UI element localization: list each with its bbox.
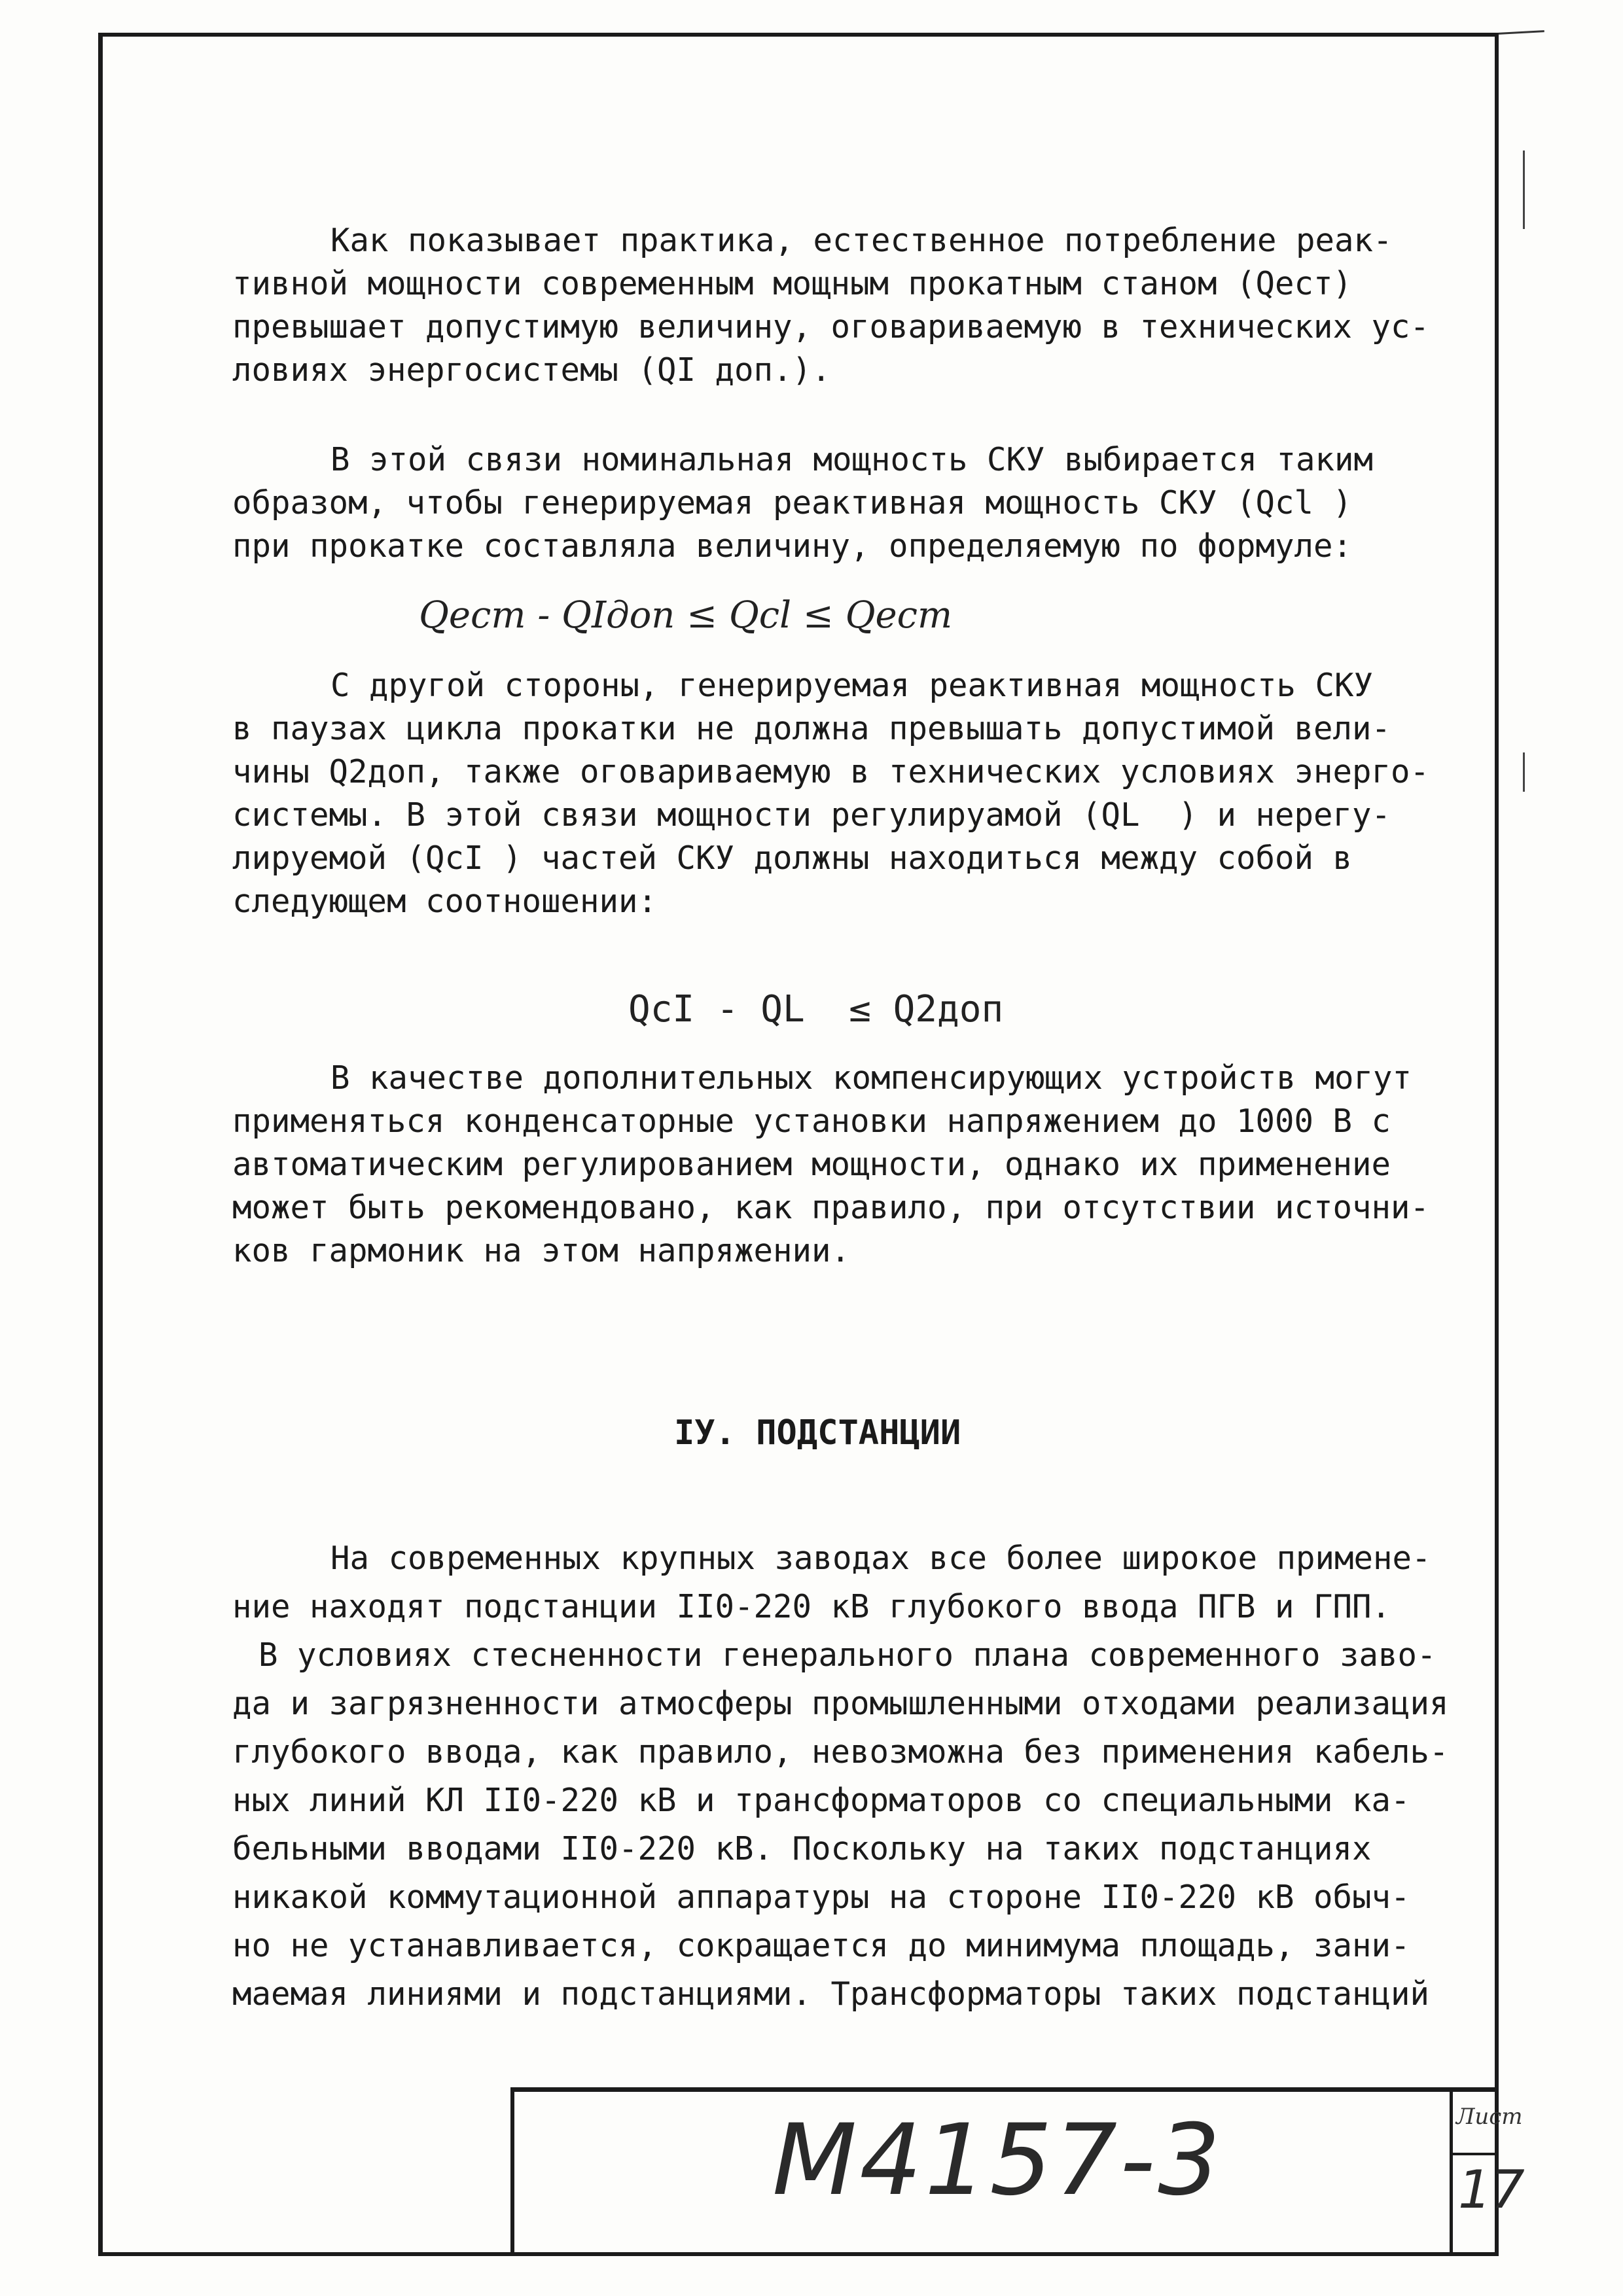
sheet-cell-divider <box>1450 2153 1499 2155</box>
text-line: На современных крупных заводах все более широкое применe- <box>330 1540 1431 1577</box>
text-line: лируемой (QcI ) частей СКУ должны находиться между собой в <box>232 839 1353 877</box>
margin-tick <box>1523 752 1525 792</box>
text-line: глубокого ввода, как правило, невозможна без применения кабель- <box>232 1733 1449 1771</box>
text-line: следующем соотношении: <box>232 883 658 920</box>
text-line: но не устанавливается, сокращается до минимума площадь, зани- <box>232 1927 1410 1964</box>
text-line: системы. В этой связи мощности регулируамой (QL ) и нерегу- <box>232 796 1391 834</box>
text-line: В этой связи номинальная мощность СКУ выбирается таким <box>330 441 1374 478</box>
title-block-divider <box>1450 2087 1453 2256</box>
text-line: ных линий КЛ II0-220 кВ и трансформаторов со специальными ка- <box>232 1782 1410 1819</box>
paragraph-2 <box>232 438 1495 568</box>
formula-2: QcI - QL ≤ Q2доп <box>628 988 1004 1031</box>
text-line: ние находят подстанции II0-220 кВ глубокого ввода ПГВ и ГПП. <box>232 1588 1391 1625</box>
corner-mark <box>1499 30 1544 40</box>
text-line: в паузах цикла прокатки не должна превышать допустимой вели- <box>232 710 1391 747</box>
document-code: M4157-3 <box>772 2104 1223 2217</box>
text-line: да и загрязненности атмосферы промышленными отходами реализация <box>232 1685 1449 1722</box>
text-line: В условиях стесненности генерального плана современного заво- <box>259 1636 1436 1674</box>
text-line: чины Q2доп, также оговариваемую в технических условиях энерго- <box>232 753 1430 790</box>
sheet-number: 17 <box>1458 2159 1525 2220</box>
text-line: ков гармоник на этом напряжении. <box>232 1232 851 1269</box>
text-line: никакой коммутационной аппаратуры на стороне II0-220 кВ обыч- <box>232 1879 1410 1916</box>
text-line: ловиях энергосистемы (QI доп.). <box>232 351 831 389</box>
text-line: превышает допустимую величину, оговариваемую в технических ус- <box>232 308 1430 345</box>
paragraph-1 <box>232 219 1495 392</box>
margin-tick <box>1523 150 1525 229</box>
text-line: может быть рекомендовано, как правило, при отсутствии источни- <box>232 1189 1430 1226</box>
text-line: маемая линиями и подстанциями. Трансформаторы таких подстанций <box>232 1975 1430 2013</box>
paragraph-3 <box>232 664 1495 923</box>
text-line: автоматическим регулированием мощности, однако их применение <box>232 1146 1391 1183</box>
sheet-label: Лист <box>1456 2104 1523 2130</box>
text-line: Как показывает практика, естественное потребление реак- <box>330 222 1393 259</box>
text-line: тивной мощности современным мощным прокатным станом (Qест) <box>232 265 1353 302</box>
text-line: при прокатке составляла величину, определяемую по формуле: <box>232 527 1353 565</box>
text-line: В качестве дополнительных компенсирующих устройств могут <box>330 1059 1412 1097</box>
text-line: применяться конденсаторные установки напряжением до 1000 В с <box>232 1103 1391 1140</box>
text-line: бельными вводами II0-220 кВ. Поскольку на таких подстанциях <box>232 1830 1372 1867</box>
paragraph-4 <box>232 1057 1495 1273</box>
formula-1: Qест - QIдоп ≤ Qcl ≤ Qест <box>419 594 953 637</box>
paragraph-5 <box>232 1534 1495 2019</box>
section-title: IУ. ПОДСТАНЦИИ <box>674 1413 961 1453</box>
text-line: С другой стороны, генерируемая реактивная мощность СКУ <box>330 667 1374 704</box>
text-line: образом, чтобы генерируемая реактивная мощность СКУ (Qcl ) <box>232 484 1353 521</box>
